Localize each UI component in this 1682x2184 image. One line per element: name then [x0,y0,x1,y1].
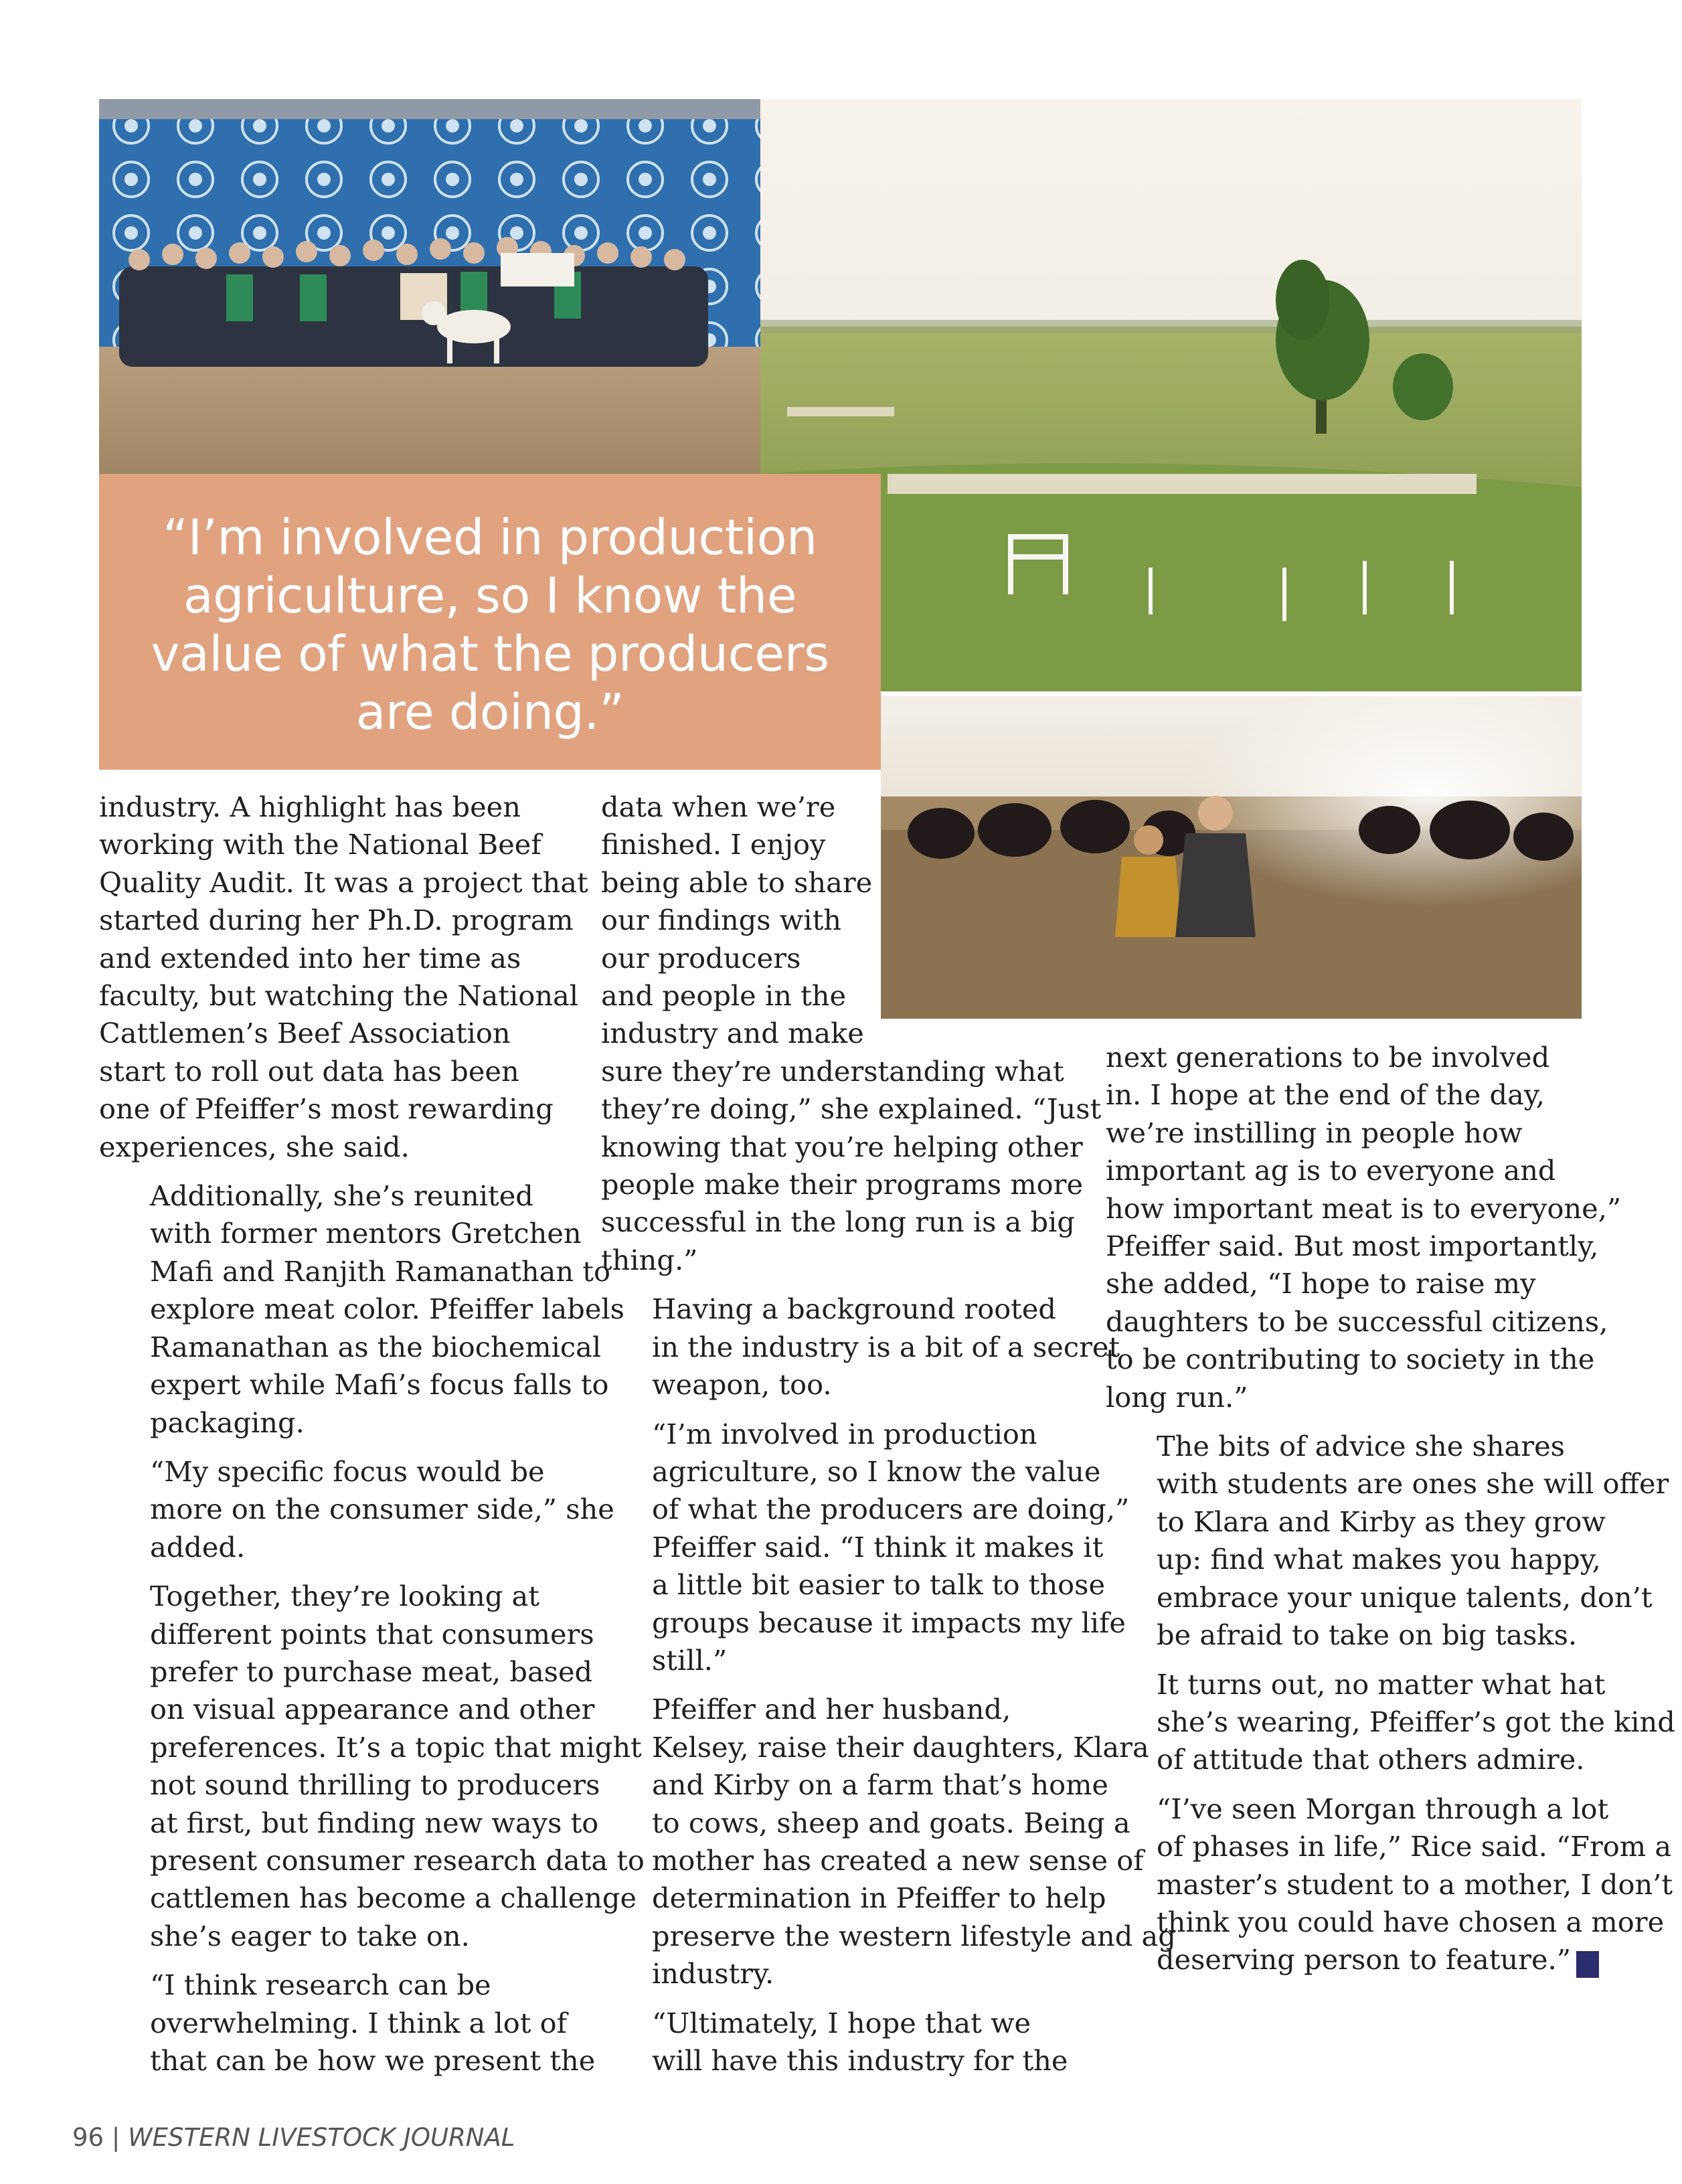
article-line: on visual appearance and other [150,1693,595,1726]
article-line: Pfeiffer said. But most importantly, [1106,1230,1599,1263]
article-line: packaging. [150,1406,305,1439]
article-line: Additionally, she’s reunited [150,1179,533,1213]
article-line: Pfeiffer and her husband, [652,1693,1011,1726]
publication-name: WESTERN LIVESTOCK JOURNAL [128,2123,515,2152]
article-line: Ramanathan as the biochemical [150,1330,602,1363]
article-line: will have this industry for the [652,2044,1068,2077]
article-line: with students are ones she will offer [1157,1467,1669,1501]
article-line: start to roll out data has been [99,1054,519,1088]
article-line: The bits of advice she shares [1157,1430,1565,1463]
article-line: not sound thrilling to producers [150,1768,600,1802]
article-line: weapon, too. [652,1368,832,1402]
article-paragraph [1106,1790,1673,1979]
article-line: present consumer research data to [150,1843,645,1877]
article-line: with former mentors Gretchen [150,1217,582,1250]
article-line: “I think research can be [150,1968,491,2002]
article-paragraph [601,1290,1120,1404]
footer-separator: | [104,2123,129,2152]
article-line: industry and make [601,1017,864,1050]
article-paragraph [99,1966,596,2080]
article-line: she’s wearing, Pfeiffer’s got the kind [1157,1705,1675,1738]
article-line: and people in the [601,979,847,1013]
article-line: started during her Ph.D. program [99,904,574,937]
article-paragraph [601,1691,1176,1993]
article-line: still.” [652,1643,728,1677]
article-line: in the industry is a bit of a secret [652,1330,1120,1363]
article-paragraph [601,2005,1083,2080]
article-line: experiences, she said. [99,1130,410,1163]
article-line: deserving person to feature.” [1157,1943,1571,1977]
article-line: and extended into her time as [99,941,521,975]
pull-quote-line: are doing.” [355,684,624,741]
article-line: explore meat color. Pfeiffer labels [150,1292,624,1326]
photo-ranch-goats [760,99,1582,691]
article-line: Quality Audit. It was a project that [99,865,588,899]
article-line: she’s eager to take on. [150,1919,470,1952]
page-footer [72,2123,515,2152]
article-line: that can be how we present the [150,2044,596,2077]
article-line: Together, they’re looking at [150,1580,539,1613]
article-line: Pfeiffer said. “I think it makes it [652,1530,1104,1564]
article-line: “I’m involved in production [652,1417,1037,1450]
end-of-story-mark: W [1576,1951,1599,1978]
article-line: data when we’re [601,790,836,823]
article-line: overwhelming. I think a lot of [150,2006,567,2039]
article-line: agriculture, so I know the value [652,1454,1101,1488]
pull-quote-text [151,509,829,742]
article-line: they’re doing,” she explained. “Just [601,1092,1102,1126]
article-column-2 [601,788,1176,2080]
article-line: daughters to be successful citizens, [1106,1305,1608,1338]
article-paragraph [99,1453,614,1566]
article-line: our findings with [601,904,841,937]
article-paragraph [99,1177,624,1442]
article-line: finished. I enjoy [601,828,826,861]
article-line: be afraid to take on big tasks. [1157,1618,1578,1652]
article-line: being able to share [601,865,873,899]
article-line: “Ultimately, I hope that we [652,2006,1031,2039]
article-line: knowing that you’re helping other [601,1130,1083,1163]
article-line: a little bit easier to talk to those [652,1568,1106,1602]
article-line: Kelsey, raise their daughters, Klara [652,1730,1149,1764]
article-line: important ag is to everyone and [1106,1154,1556,1187]
article-line: next generations to be involved [1106,1041,1550,1074]
article-line: Cattlemen’s Beef Association [99,1017,511,1050]
article-line: up: find what makes you happy, [1157,1543,1601,1576]
article-line: in. I hope at the end of the day, [1106,1078,1545,1112]
article-line: thing.” [601,1243,698,1276]
article-line: cattlemen has become a challenge [150,1881,637,1915]
page-number: 96 [72,2123,104,2152]
article-line: groups because it impacts my life [652,1606,1126,1639]
article-line: “I’ve seen Morgan through a lot [1157,1792,1609,1825]
article-line: industry. [652,1957,774,1991]
article-paragraph [1106,1039,1622,1416]
article-line: Mafi and Ranjith Ramanathan to [150,1254,610,1288]
article-line: to Klara and Kirby as they grow [1157,1505,1606,1538]
article-line: preferences. It’s a topic that might [150,1730,642,1764]
article-line: “My specific focus would be [150,1454,545,1488]
article-line: Having a background rooted [652,1292,1056,1326]
article-line: to cows, sheep and goats. Being a [652,1806,1130,1839]
article-paragraph [99,788,588,1166]
article-line: working with the National Beef [99,828,541,861]
article-line: prefer to purchase meat, based [150,1655,593,1688]
article-line: of phases in life,” Rice said. “From a [1157,1830,1672,1863]
article-line: we’re instilling in people how [1106,1116,1523,1149]
article-line: preserve the western lifestyle and ag [652,1919,1176,1952]
article-line: expert while Mafi’s focus falls to [150,1368,609,1402]
pull-quote-line: “I’m involved in production [163,509,817,566]
article-line: master’s student to a mother, I don’t [1157,1867,1673,1901]
article-line: industry. A highlight has been [99,790,521,823]
article-line: determination in Pfeiffer to help [652,1881,1106,1915]
article-line: different points that consumers [150,1617,594,1651]
article-line: think you could have chosen a more [1157,1905,1665,1938]
article-line: successful in the long run is a big [601,1205,1075,1239]
article-line: of attitude that others admire. [1157,1743,1585,1776]
article-line: people make their programs more [601,1168,1084,1201]
pull-quote [99,474,881,770]
photo-award-ceremony [99,99,760,474]
article-column-1 [99,788,645,2080]
article-line: mother has created a new sense of [652,1843,1144,1877]
article-line: faculty, but watching the National [99,979,579,1013]
article-line: It turns out, no matter what hat [1157,1667,1606,1701]
article-line: one of Pfeiffer’s most rewarding [99,1092,554,1126]
article-line: added. [150,1530,246,1564]
article-line: of what the producers are doing,” [652,1493,1130,1526]
article-line: sure they’re understanding what [601,1054,1064,1088]
article-line: more on the consumer side,” she [150,1493,614,1526]
pull-quote-line: agriculture, so I know the [183,568,797,624]
article-paragraph [1106,1428,1669,1654]
article-line: to be contributing to society in the [1106,1343,1595,1376]
article-paragraph [601,1416,1130,1680]
article-line: how important meat is to everyone,” [1106,1191,1622,1225]
article-line: she added, “I hope to raise my [1106,1267,1536,1300]
article-line: our producers [601,941,801,975]
pull-quote-line: value of what the producers [151,626,829,683]
article-paragraph [601,788,1102,1279]
article-paragraph [99,1578,645,1955]
article-column-3 [1106,1039,1675,1979]
article-line: embrace your unique talents, don’t [1157,1580,1653,1614]
article-line: long run.” [1106,1380,1248,1414]
article-line: and Kirby on a farm that’s home [652,1768,1108,1802]
article-line: at first, but finding new ways to [150,1806,599,1839]
article-paragraph [1106,1666,1675,1779]
